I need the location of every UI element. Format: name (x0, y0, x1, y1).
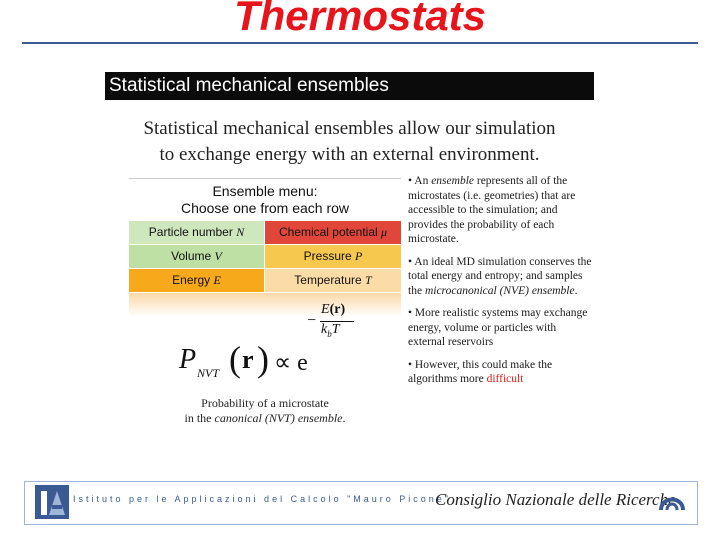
bullet-text: • An ideal MD simulation conserves the total energy and entropy; and samples the (408, 255, 592, 297)
cell-symbol: P (355, 249, 363, 263)
bullet-list (408, 174, 594, 395)
formula-b: b (327, 328, 332, 339)
formula-p: P (179, 344, 197, 375)
cell-label: Temperature (294, 273, 362, 287)
cell-label: Energy (172, 273, 211, 287)
ensemble-menu-heading (129, 178, 401, 220)
intro-text (105, 116, 594, 168)
formula-numerator (321, 302, 345, 318)
menu-fade (129, 293, 401, 317)
menu-heading-line-2: Choose one from each row (180, 200, 350, 216)
title-underline (22, 42, 698, 44)
bullet-text: • More realistic systems may exchange energy, volume or particles with external reservoirs (408, 307, 588, 348)
formula-paren-close: ) (257, 339, 269, 379)
bullet-text: • However, this could make the algorithms more (408, 358, 553, 385)
bullet-item (408, 255, 594, 299)
cell-symbol: E (213, 273, 221, 287)
formula-k: k (321, 322, 328, 337)
bullet-emphasis: ensemble (431, 175, 474, 187)
footer-banner (24, 481, 698, 525)
formula-minus: − (307, 312, 317, 329)
caption-line-2 (129, 411, 401, 426)
menu-cell-particle-number (129, 221, 264, 244)
bullet-emphasis: microcanonical (NVE) ensemble (424, 284, 575, 297)
caption-emphasis: canonical (NVT) ensemble (214, 411, 343, 425)
formula-proportional: ∝ e (274, 350, 308, 376)
formula-subscript: NVT (197, 366, 220, 380)
formula-paren-open: ( (229, 339, 241, 379)
cell-symbol: T (365, 273, 372, 287)
bullet-item (408, 174, 594, 247)
content-panel (105, 72, 594, 432)
formula-t: T (331, 322, 340, 337)
menu-cell-energy (129, 269, 264, 292)
intro-line-2: to exchange energy with an external environment. (159, 144, 540, 165)
footer-cnr-name: Consiglio Nazionale delle Ricerche (435, 490, 676, 509)
cell-symbol: μ (381, 225, 388, 239)
menu-cell-volume (129, 245, 264, 268)
caption-period: . (342, 411, 346, 425)
menu-cell-temperature (265, 269, 401, 292)
probability-formula (179, 302, 379, 380)
menu-row-energy (129, 268, 401, 292)
bullet-text-end: . (574, 284, 578, 297)
formula-denominator (321, 322, 340, 339)
footer-institute-name: Istituto per le Applicazioni del Calcolo "Mauro Picone" (73, 494, 452, 504)
formula-r: r (242, 345, 254, 374)
bullet-item (408, 358, 594, 387)
cell-label: Chemical potential (278, 225, 378, 239)
slide-title: Thermostats (233, 0, 487, 39)
bullet-text-end: represents all of the microstates (i.e. geometries) that are accessible to the simulation; and provides the probability of each microstate. (408, 175, 576, 245)
iac-logo-icon (35, 485, 69, 519)
formula-e: E (321, 302, 330, 317)
bullet-highlight: difficult (486, 373, 524, 385)
menu-heading-line-1: Ensemble menu: (212, 183, 318, 199)
panel-header: Statistical mechanical ensembles (105, 72, 594, 100)
cell-label: Volume (171, 249, 212, 263)
caption-text: in the (184, 411, 215, 425)
caption-line-1: Probability of a microstate (201, 396, 329, 410)
menu-cell-pressure (265, 245, 401, 268)
cnr-logo-icon (657, 490, 687, 516)
bullet-item (408, 306, 594, 350)
formula-caption (129, 396, 401, 426)
cell-label: Particle number (148, 225, 233, 239)
bullet-text: • An (408, 175, 432, 187)
menu-cell-chemical-potential (265, 221, 401, 244)
cell-symbol: N (236, 225, 245, 239)
menu-row-particles (129, 220, 401, 244)
cell-label: Pressure (303, 249, 352, 263)
menu-row-volume (129, 244, 401, 268)
cell-symbol: V (214, 249, 222, 263)
intro-line-1: Statistical mechanical ensembles allow our simulation (143, 118, 556, 139)
formula-e-arg: (r) (329, 302, 346, 317)
